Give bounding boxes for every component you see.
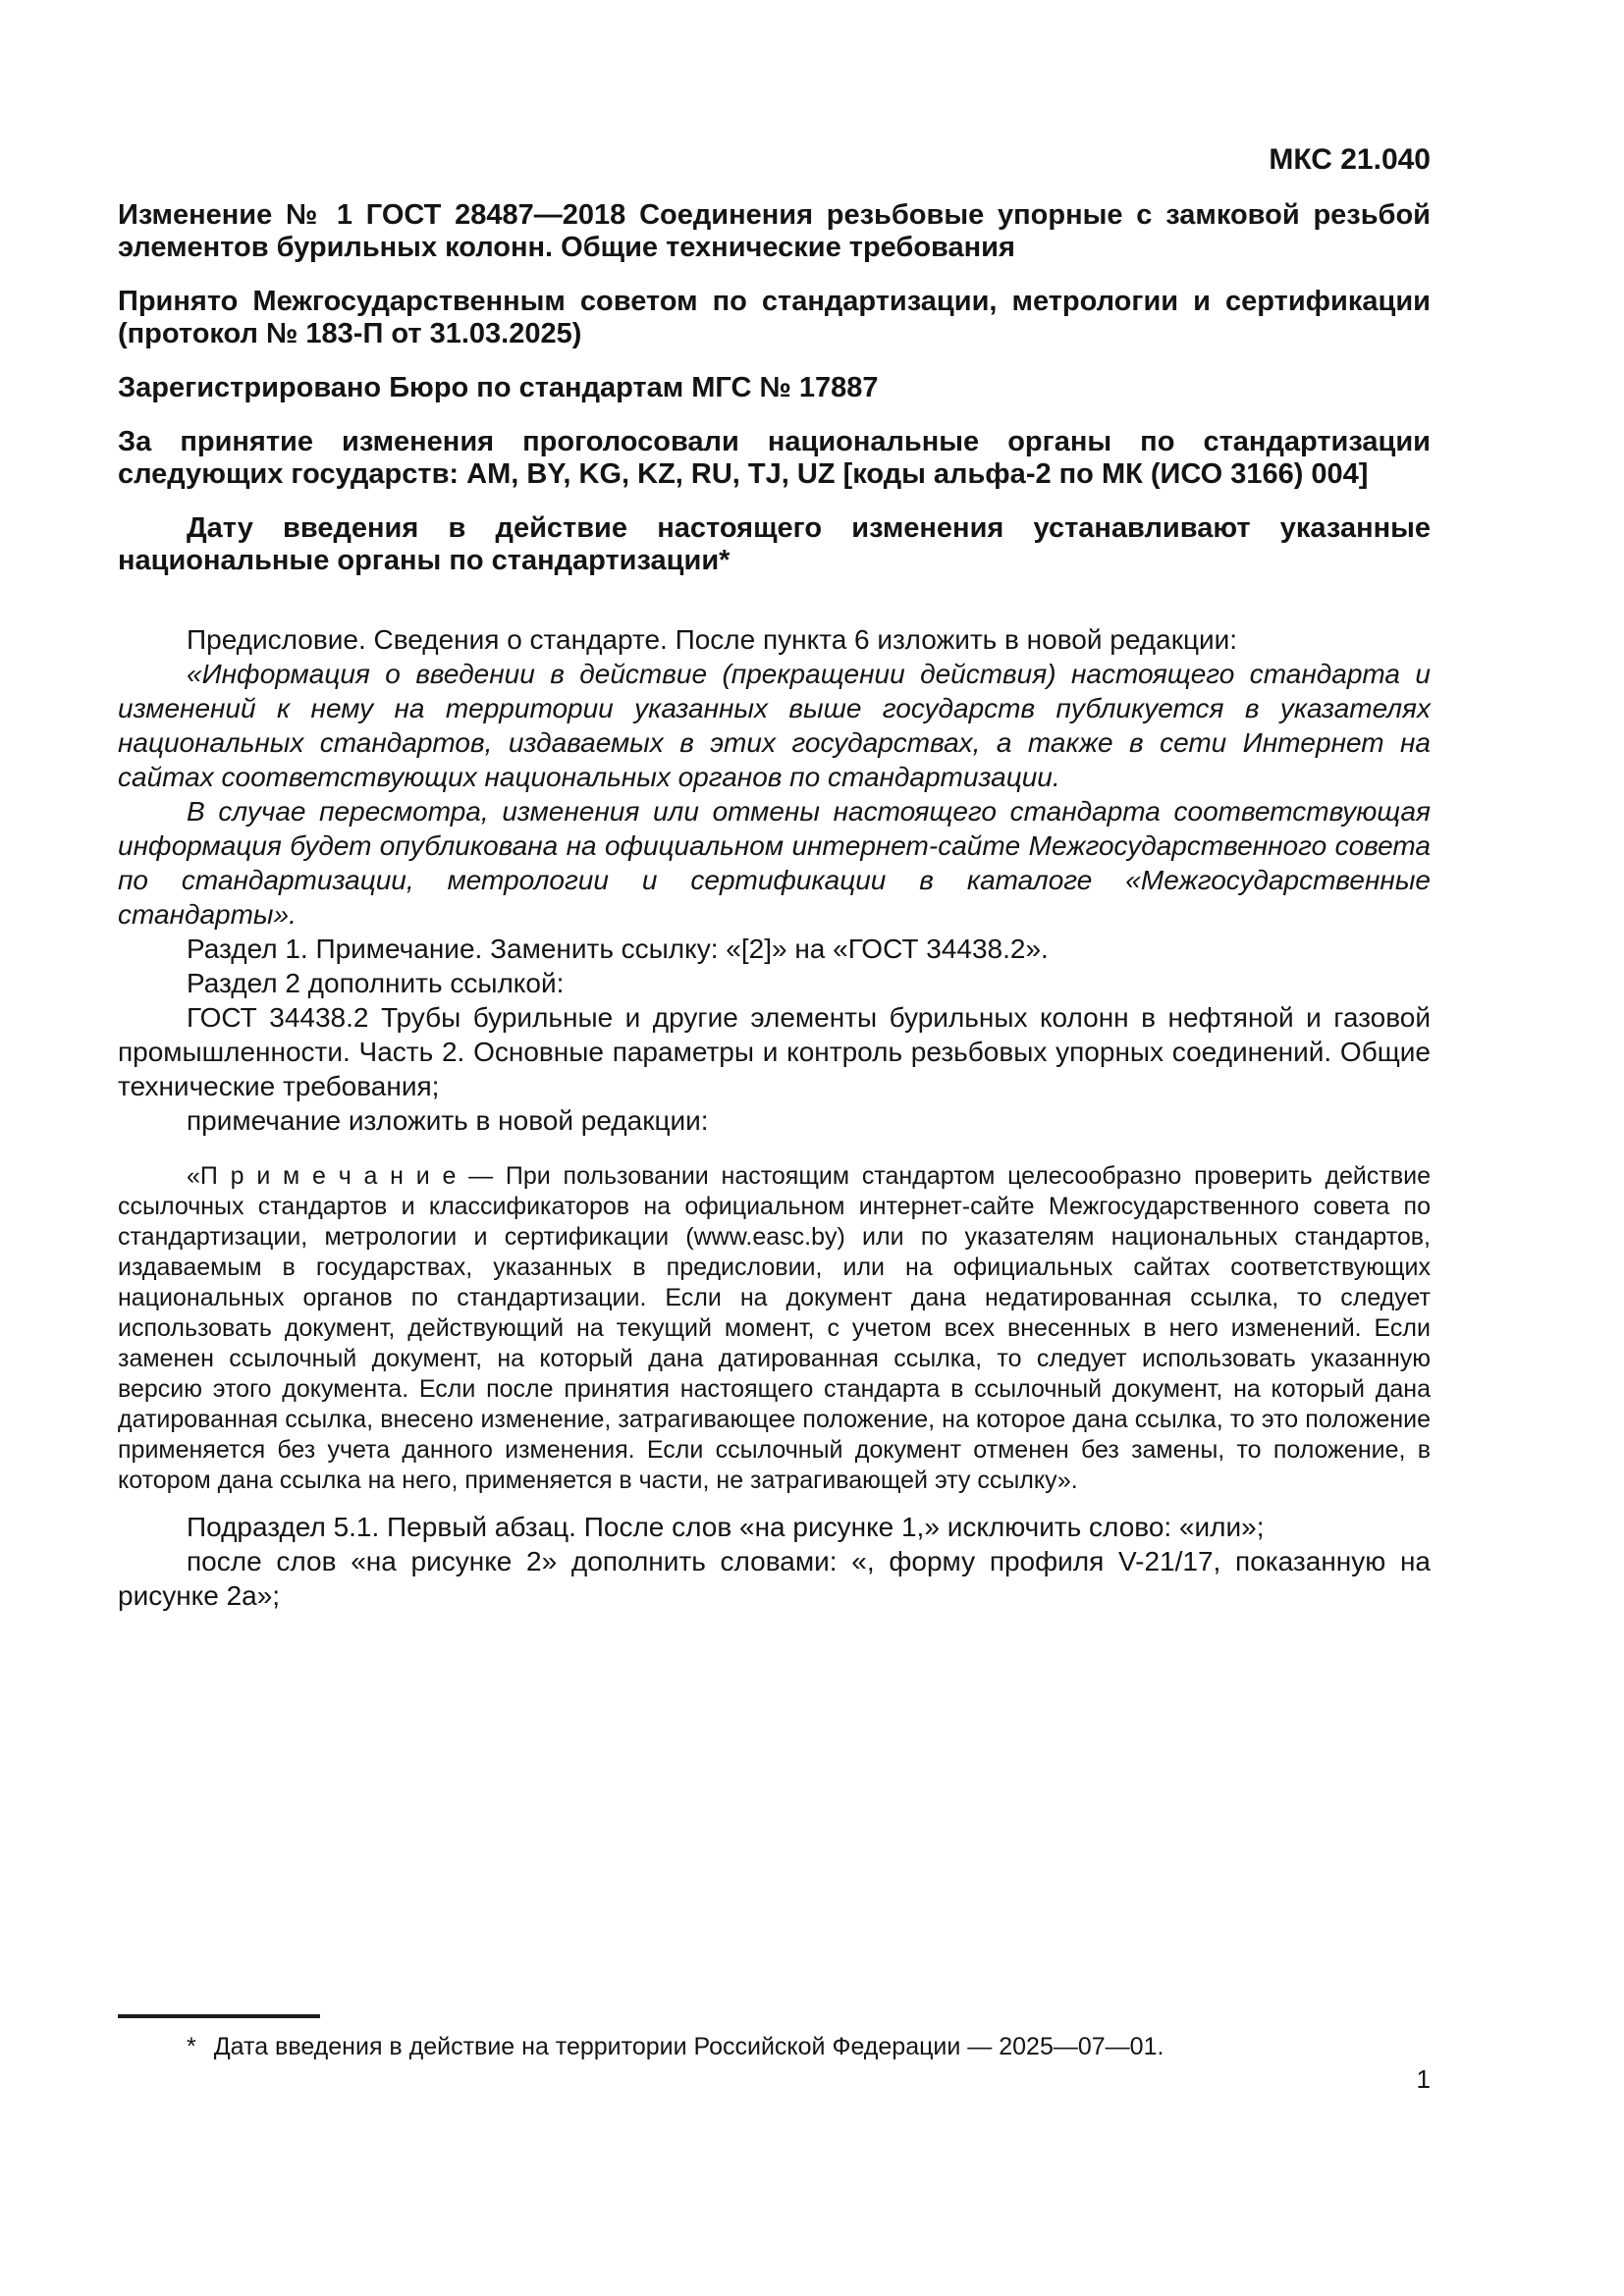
preface-quote-paragraph-1: «Информация о введении в действие (прекращении действия) настоящего стандарта и изменений к нему на территории указанных выше государств публикуется в указателях национальных стандартов, издаваемых в этих государствах, а также в сети Интернет на сайтах соответствующих национальных органов по стандартизации. [118,659,1431,792]
footnote-rule [118,2014,320,2018]
subsection-5-1-paragraph-1: Подраздел 5.1. Первый абзац. После слов «на рисунке 1,» исключить слово: «или»; [187,1512,1265,1542]
amendment-section [118,1510,1431,1613]
section1-paragraph: Раздел 1. Примечание. Заменить ссылку: «[2]» на «ГОСТ 34438.2». [187,934,1049,964]
body-section [118,622,1431,1138]
note-intro-paragraph: примечание изложить в новой редакции: [187,1105,709,1136]
adopted-paragraph: Принято Межгосударственным советом по стандартизации, метрологии и сертификации (протокол № 183-П от 31.03.2025) [118,286,1431,349]
footnote [118,2014,1431,2061]
note-paragraph: «П р и м е ч а н и е — При пользовании настоящим стандартом целесообразно проверить действие ссылочных стандартов и классификаторов на официальном интернет-сайте Межгосударственного совета по стандартизации, метрологии и сертификации (www.easc.by) или по указателям национальных стандартов, издаваемым в государствах, указанных в предисловии, или на официальных сайтах соответствующих национальных органов по стандартизации. Если на документ дана недатированная ссылка, то следует использовать документ, действующий на текущий момент, с учетом всех внесенных в него изменений. Если заменен ссылочный документ, на который дана датированная ссылка, то следует использовать указанную версию этого документа. Если после принятия настоящего стандарта в ссылочный документ, на который дана датированная ссылка, внесено изменение, затрагивающее положение, на которое дана ссылка, то это положение применяется без учета данного изменения. Если ссылочный документ отменен без замены, то положение, в котором дана ссылка на него, применяется в части, не затрагивающей эту ссылку». [118,1162,1431,1494]
footnote-body [118,2032,1431,2061]
amendment-title: Изменение № 1 ГОСТ 28487—2018 Соединения резьбовые упорные с замковой резьбой элементов бурильных колонн. Общие технические требования [118,199,1431,263]
footnote-marker: * [187,2033,196,2060]
section2-reference-paragraph: ГОСТ 34438.2 Трубы бурильные и другие элементы бурильных колонн в нефтяной и газовой промышленности. Часть 2. Основные параметры и контроль резьбовых упорных соединений. Общие технические требования; [118,1002,1431,1101]
preface-intro-paragraph: Предисловие. Сведения о стандарте. После пункта 6 изложить в новой редакции: [187,624,1238,655]
preface-quote-paragraph-2: В случае пересмотра, изменения или отмены настоящего стандарта соответствующая информация будет опубликована на официальном интернет-сайте Межгосударственного совета по стандартизации, метрологии и сертификации в каталоге «Межгосударственные стандарты». [118,796,1431,930]
page-number: 1 [1416,2064,1431,2094]
subsection-5-1-paragraph-2: после слов «на рисунке 2» дополнить словами: «, форму профиля V-21/17, показанную на рисунке 2а»; [118,1546,1431,1611]
section2-intro-paragraph: Раздел 2 дополнить ссылкой: [187,968,565,998]
footnote-text: Дата введения в действие на территории Российской Федерации — 2025—07—01. [213,2033,1164,2060]
effective-date-paragraph: Дату введения в действие настоящего изменения устанавливают указанные национальные органы по стандартизации* [118,512,1431,576]
registered-paragraph: Зарегистрировано Бюро по стандартам МГС № 17887 [118,372,879,403]
lead-section [118,199,1431,577]
classification-code: МКС 21.040 [1269,143,1431,176]
vote-paragraph: За принятие изменения проголосовали национальные органы по стандартизации следующих государств: AM, BY, KG, KZ, RU, TJ, UZ [коды альфа-2 по МК (ИСО 3166) 004] [118,426,1431,490]
